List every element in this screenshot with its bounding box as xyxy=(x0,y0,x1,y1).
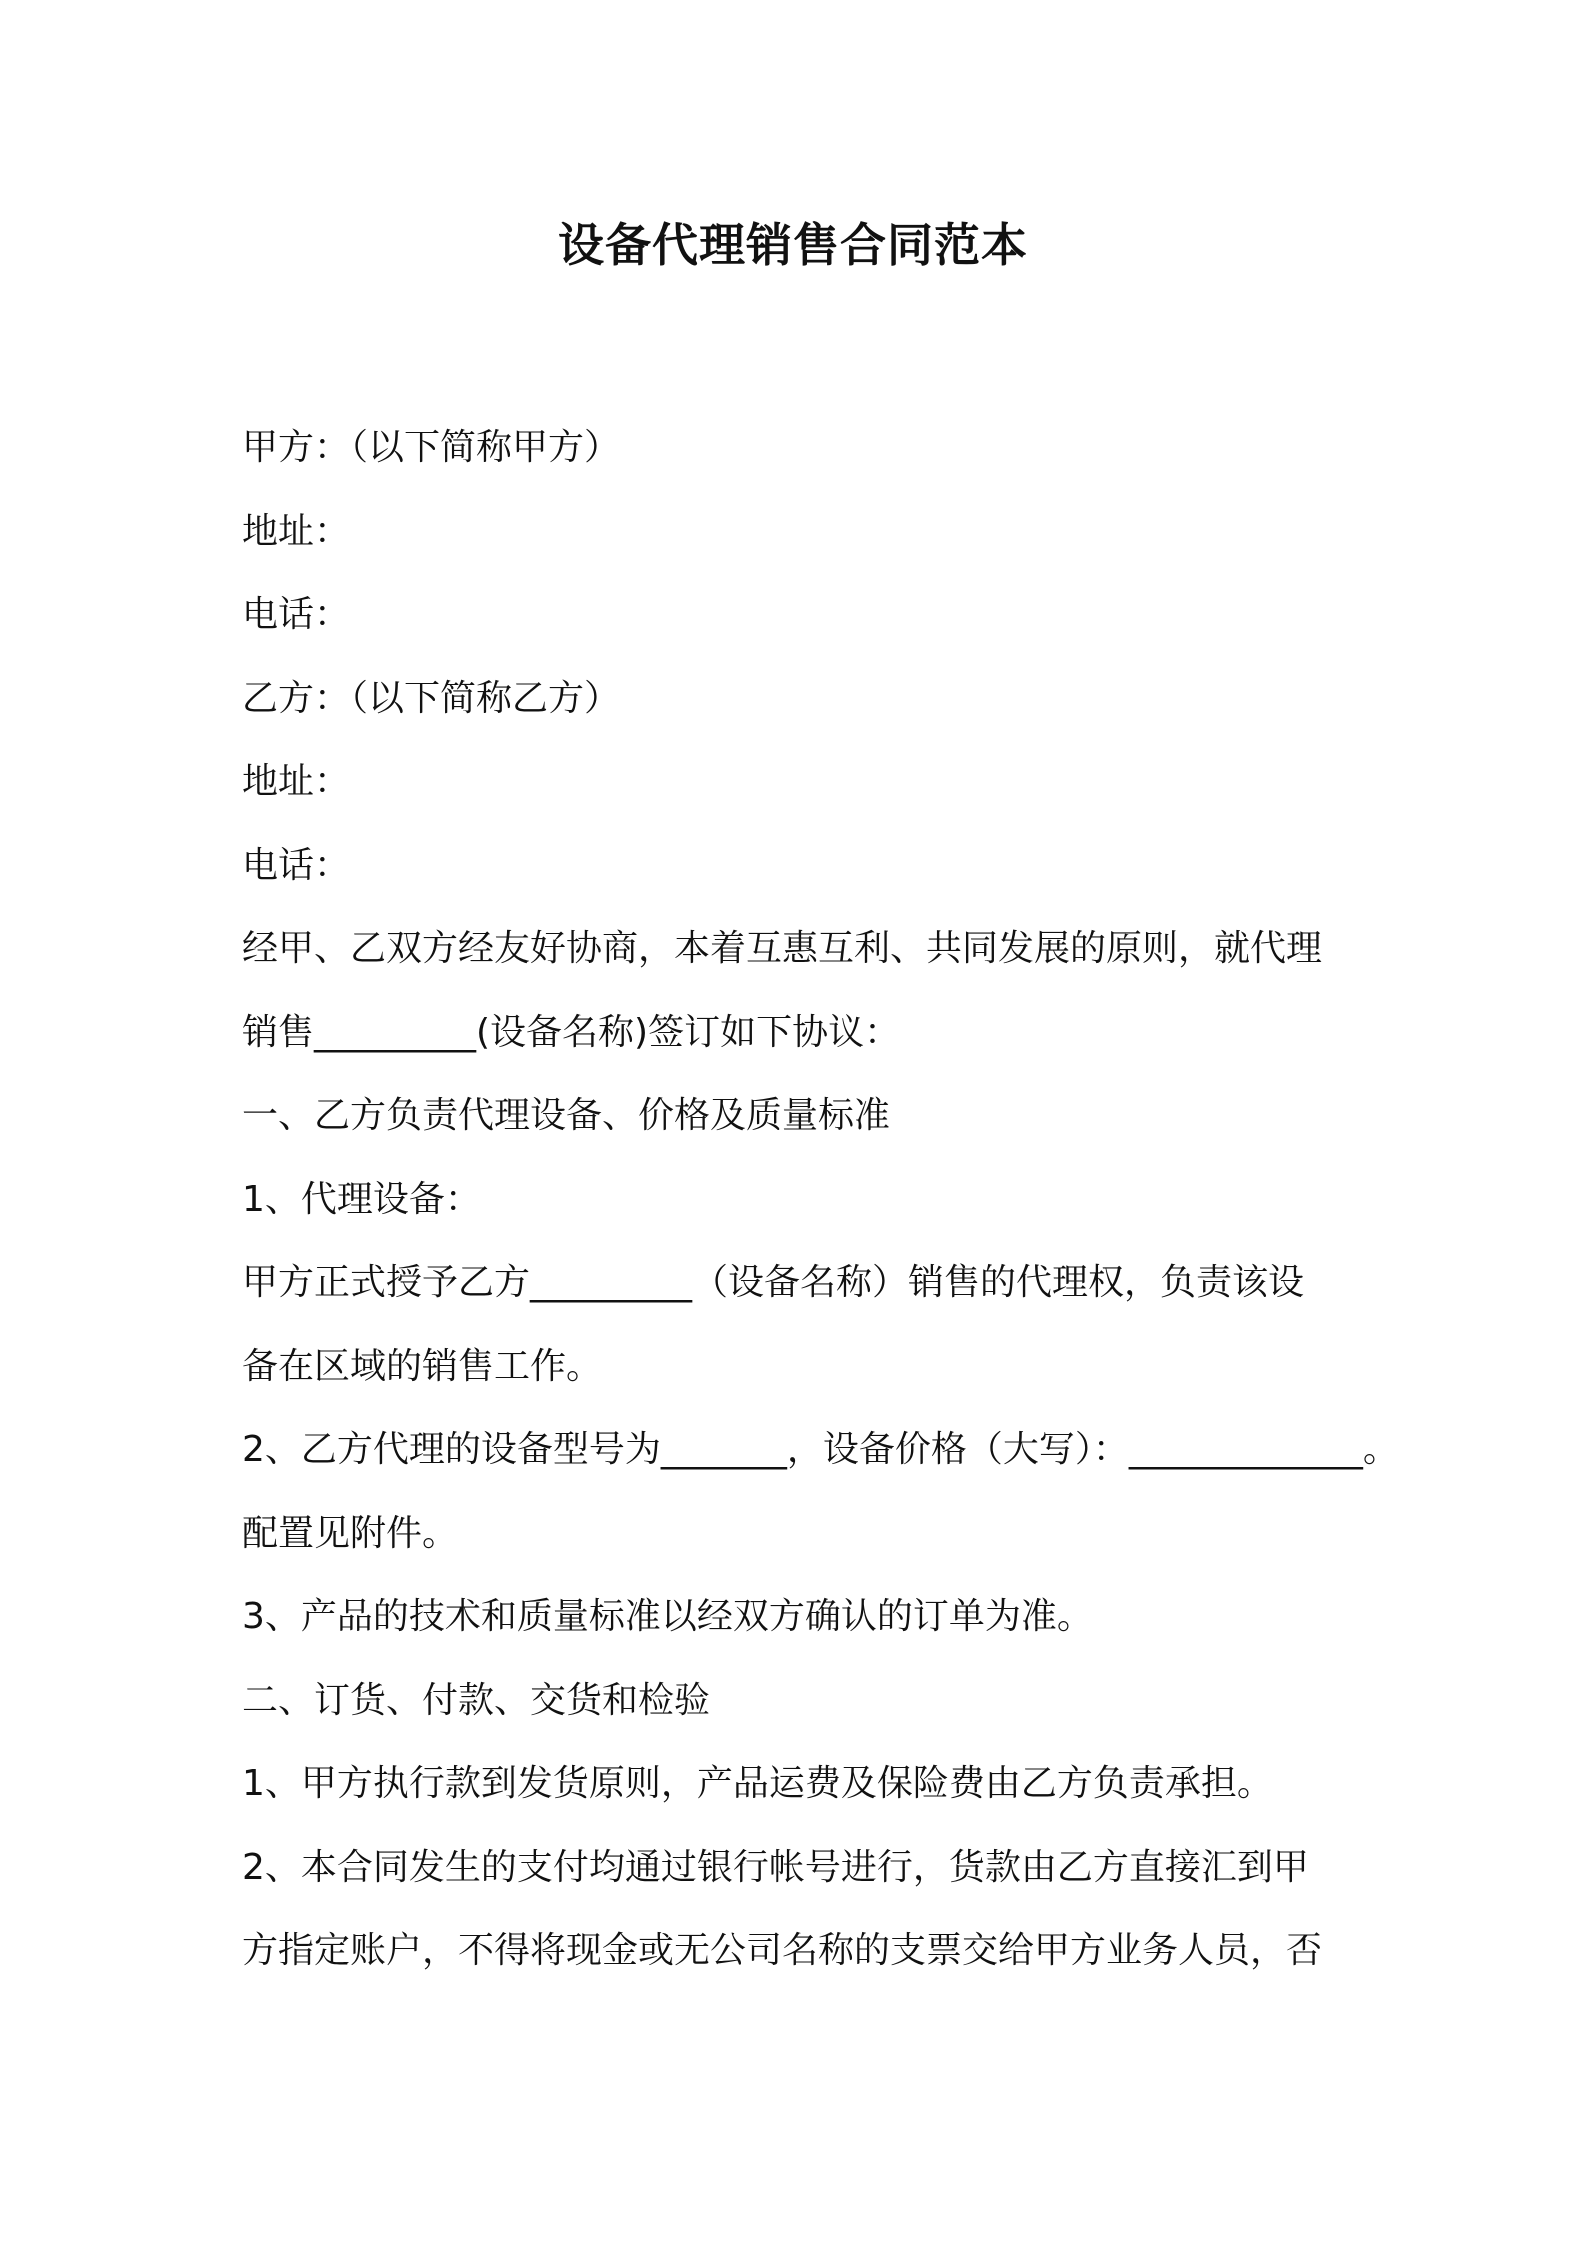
party-b-phone-line: 电话： xyxy=(242,844,351,886)
clause-1-1-text-line-2: 备在区域的销售工作。 xyxy=(242,1345,603,1387)
clause-2-2-line-1: 2、本合同发生的支付均通过银行帐号进行，货款由乙方直接汇到甲 xyxy=(242,1846,1309,1888)
preamble-line-1: 经甲、乙双方经友好协商，本着互惠互利、共同发展的原则，就代理 xyxy=(242,928,1323,969)
clause-1-3: 3、产品的技术和质量标准以经双方确认的订单为准。 xyxy=(242,1596,1093,1637)
clause-2-1: 1、甲方执行款到发货原则，产品运费及保险费由乙方负责承担。 xyxy=(242,1763,1273,1804)
document-title: 设备代理销售合同范本 xyxy=(558,218,1028,272)
party-b-line: 乙方：（以下简称乙方） xyxy=(242,677,621,719)
party-a-address-line: 地址： xyxy=(242,510,351,552)
section-heading-1: 一、乙方负责代理设备、价格及质量标准 xyxy=(242,1095,891,1136)
clause-2-2-line-2: 方指定账户，不得将现金或无公司名称的支票交给甲方业务人员，否 xyxy=(242,1930,1323,1971)
party-b-address-line: 地址： xyxy=(242,761,351,802)
clause-1-1-text-line-1: 甲方正式授予乙方_________（设备名称）销售的代理权，负责该设 xyxy=(242,1262,1305,1303)
clause-1-2-line-2: 配置见附件。 xyxy=(242,1512,459,1554)
clause-1-2-line-1: 2、乙方代理的设备型号为_______，设备价格（大写）：_____________。 xyxy=(242,1429,1399,1470)
document-body xyxy=(242,406,1399,1993)
clause-1-1-heading: 1、代理设备： xyxy=(242,1178,481,1220)
party-a-phone-line: 电话： xyxy=(242,594,351,635)
section-heading-2: 二、订货、付款、交货和检验 xyxy=(242,1679,711,1721)
party-a-line: 甲方：（以下简称甲方） xyxy=(242,427,621,468)
preamble-line-2: 销售_________(设备名称)签订如下协议： xyxy=(242,1011,901,1053)
